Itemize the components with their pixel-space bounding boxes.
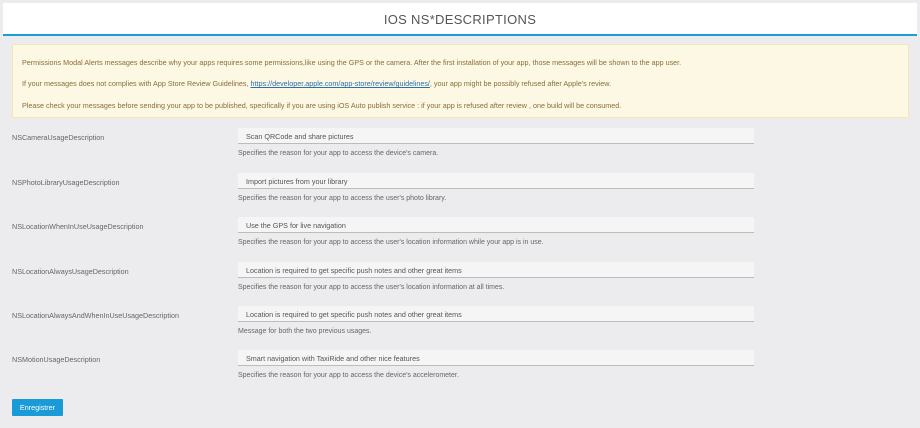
field-label: NSLocationAlwaysAndWhenInUseUsageDescription (12, 311, 179, 320)
page-title: IOS NS*DESCRIPTIONS (383, 12, 537, 27)
notice-line-2 (22, 79, 611, 88)
motion-usage-input[interactable]: Smart navigation with TaxiRide and other nice features (238, 350, 754, 366)
settings-panel (3, 3, 917, 425)
field-row-photo-library (3, 178, 917, 218)
notice-line-2-prefix: If your messages does not complies with App Store Review Guidelines, (22, 79, 251, 88)
location-always-input[interactable]: Location is required to get specific push notes and other great items (238, 262, 754, 278)
field-label: NSCameraUsageDescription (12, 133, 105, 142)
field-row-location-always-and-when-in-use (3, 311, 917, 351)
field-label: NSMotionUsageDescription (12, 355, 101, 364)
field-label: NSPhotoLibraryUsageDescription (12, 178, 120, 187)
field-row-camera (3, 133, 917, 173)
warning-notice (12, 44, 909, 118)
field-row-location-always (3, 267, 917, 307)
save-button[interactable]: Enregistrer (12, 399, 63, 416)
location-always-and-when-in-use-input[interactable]: Location is required to get specific push notes and other great items (238, 306, 754, 322)
field-row-motion (3, 355, 917, 395)
field-label: NSLocationAlwaysUsageDescription (12, 267, 129, 276)
guidelines-link[interactable]: https://developer.apple.com/app-store/review/guidelines/ (250, 79, 430, 88)
notice-line-2-suffix: , your app might be possibly refused after Apple's review. (429, 79, 612, 88)
notice-line-1: Permissions Modal Alerts messages describe why your apps requires some permissions,like using the GPS or the camera. After the first installation of your app, those messages will be shown to the app user. (22, 58, 682, 67)
field-row-location-when-in-use (3, 222, 917, 262)
panel-header (3, 3, 917, 36)
field-help: Specifies the reason for your app to access the user's location information at all times. (238, 284, 505, 291)
field-help: Specifies the reason for your app to access the device's accelerometer. (238, 372, 459, 379)
photo-library-usage-input[interactable]: Import pictures from your library (238, 173, 754, 189)
field-help: Specifies the reason for your app to access the device's camera. (238, 150, 439, 157)
notice-line-3: Please check your messages before sending your app to be published, specifically if you are using iOS Auto publish service : if your app is refused after review , one build will be consumed. (22, 101, 622, 110)
field-help: Specifies the reason for your app to access the user's photo library. (238, 195, 447, 202)
field-help: Message for both the two previous usages. (238, 328, 372, 335)
field-label: NSLocationWhenInUseUsageDescription (12, 222, 144, 231)
camera-usage-input[interactable]: Scan QRCode and share pictures (238, 128, 754, 144)
location-when-in-use-input[interactable]: Use the GPS for live navigation (238, 217, 754, 233)
field-help: Specifies the reason for your app to access the user's location information while your app is in use. (238, 239, 544, 246)
